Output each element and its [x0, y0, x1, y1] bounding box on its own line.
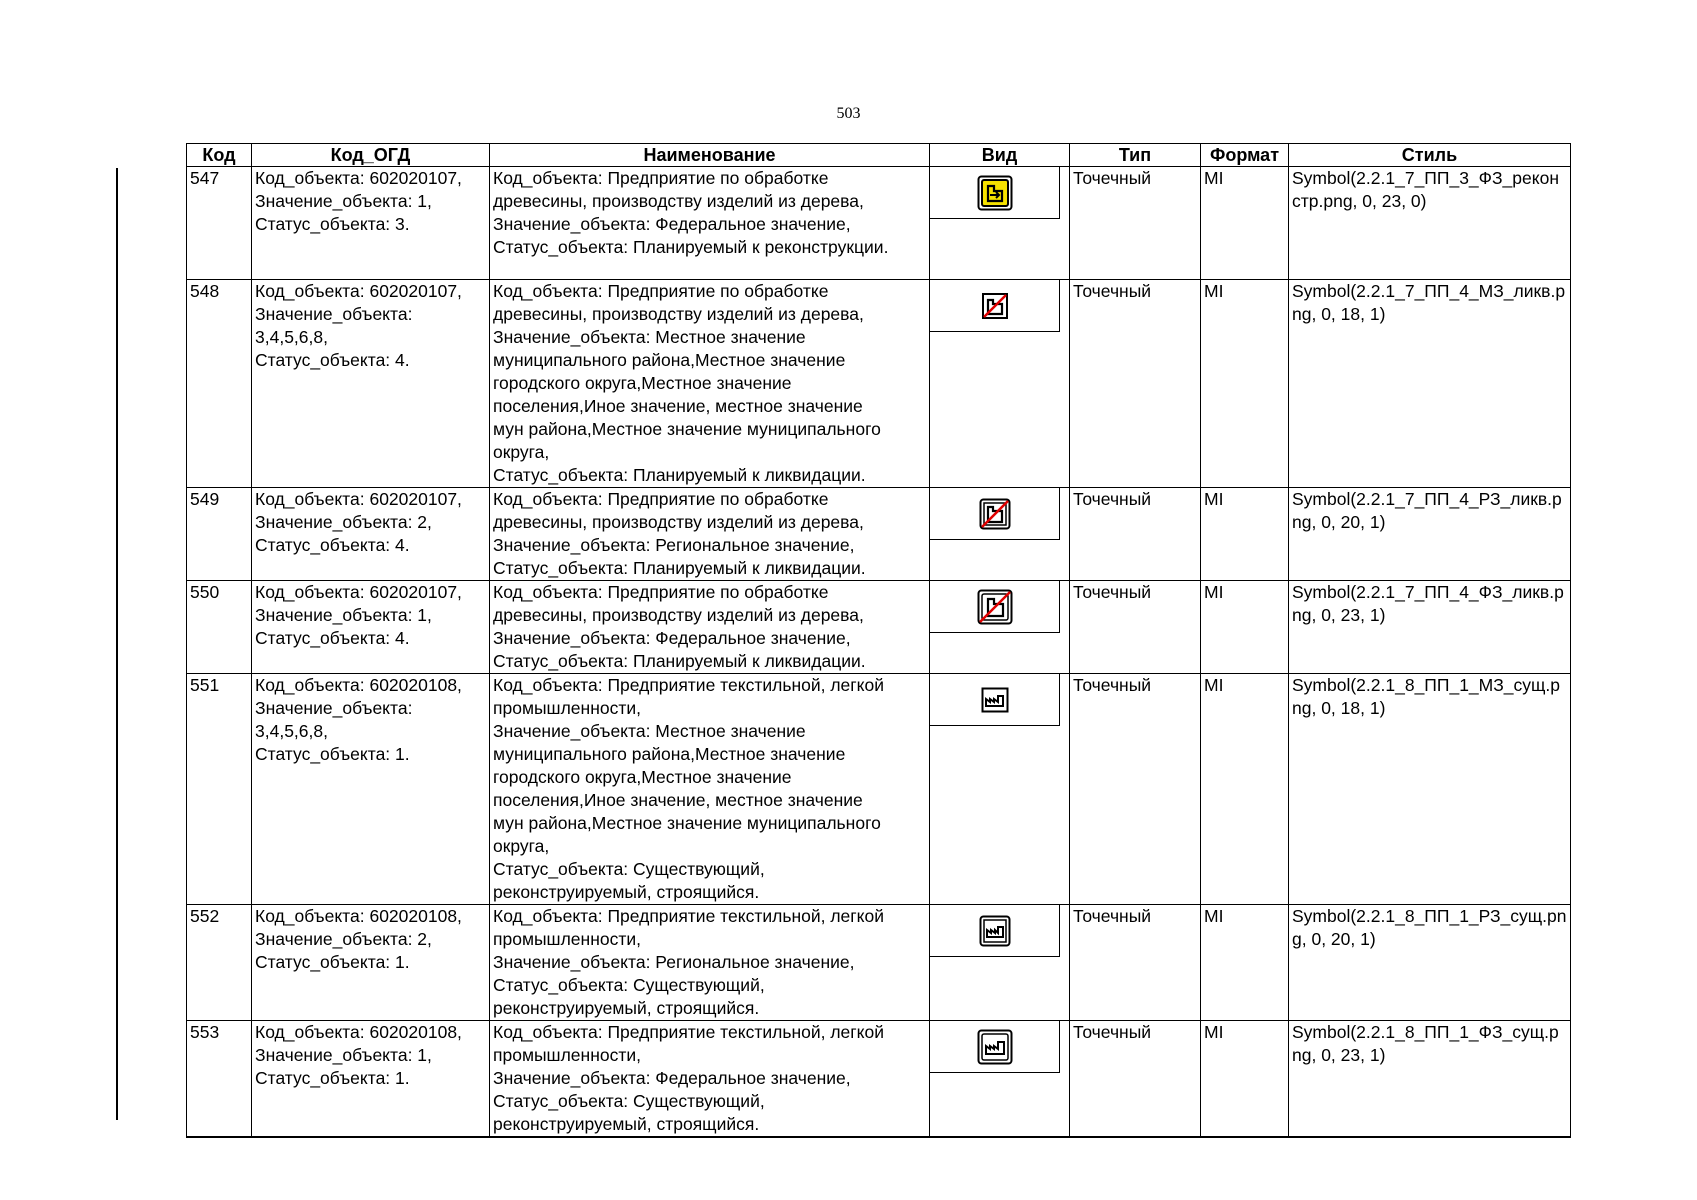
- cell-tip: Точечный: [1070, 581, 1201, 674]
- symbols-table: [186, 143, 1571, 1138]
- cell-name: Код_объекта: Предприятие по обработке древесины, производству изделий из дерева, Значение_объекта: Региональное значение, Статус_объекта: Планируемый к ликвидации.: [490, 488, 930, 581]
- textile-regional-existing-icon: [979, 915, 1011, 947]
- cell-format: MI: [1201, 905, 1289, 1021]
- table-row: [187, 280, 1571, 488]
- table-row: [187, 167, 1571, 280]
- header-row: [187, 144, 1571, 167]
- cell-tip: Точечный: [1070, 167, 1201, 280]
- cell-style: Symbol(2.2.1_8_ПП_1_ФЗ_сущ.png, 0, 23, 1): [1289, 1021, 1571, 1138]
- left-margin-line: [116, 168, 118, 1120]
- col-header-vid: Вид: [930, 144, 1070, 167]
- cell-format: MI: [1201, 167, 1289, 280]
- cell-style: Symbol(2.2.1_7_ПП_4_ФЗ_ликв.png, 0, 23, 1): [1289, 581, 1571, 674]
- cell-style: Symbol(2.2.1_8_ПП_1_РЗ_сущ.png, 0, 20, 1): [1289, 905, 1571, 1021]
- table-row: [187, 905, 1571, 1021]
- cell-kod-ogd: Код_объекта: 602020107, Значение_объекта: 2, Статус_объекта: 4.: [252, 488, 490, 581]
- col-header-format: Формат: [1201, 144, 1289, 167]
- textile-local-existing-icon: [981, 687, 1009, 713]
- cell-vid: [930, 280, 1070, 488]
- cell-name: Код_объекта: Предприятие текстильной, легкой промышленности, Значение_объекта: Местное значение муниципального района,Местное значение городского округа,Местное значение поселения,Иное значение, местное значение мун района,Местное значение муниципального округа, Статус_объекта: Существующий, реконструируемый, строящийся.: [490, 674, 930, 905]
- cell-vid: [930, 488, 1070, 581]
- table-row: [187, 488, 1571, 581]
- cell-tip: Точечный: [1070, 905, 1201, 1021]
- cell-format: MI: [1201, 581, 1289, 674]
- cell-name: Код_объекта: Предприятие текстильной, легкой промышленности, Значение_объекта: Региональное значение, Статус_объекта: Существующий, реконструируемый, строящийся.: [490, 905, 930, 1021]
- col-header-kod: Код: [187, 144, 252, 167]
- wood-processing-regional-liquidation-icon: [979, 498, 1011, 530]
- wood-processing-local-liquidation-icon: [981, 292, 1009, 320]
- cell-kod-ogd: Код_объекта: 602020108, Значение_объекта: 1, Статус_объекта: 1.: [252, 1021, 490, 1138]
- cell-kod-ogd: Код_объекта: 602020107, Значение_объекта: 3,4,5,6,8, Статус_объекта: 4.: [252, 280, 490, 488]
- cell-vid: [930, 1021, 1070, 1138]
- cell-tip: Точечный: [1070, 1021, 1201, 1138]
- cell-kod-ogd: Код_объекта: 602020107, Значение_объекта: 1, Статус_объекта: 3.: [252, 167, 490, 280]
- cell-kod: 551: [187, 674, 252, 905]
- cell-style: Symbol(2.2.1_7_ПП_4_РЗ_ликв.png, 0, 20, 1): [1289, 488, 1571, 581]
- cell-kod-ogd: Код_объекта: 602020108, Значение_объекта: 3,4,5,6,8, Статус_объекта: 1.: [252, 674, 490, 905]
- cell-kod-ogd: Код_объекта: 602020107, Значение_объекта: 1, Статус_объекта: 4.: [252, 581, 490, 674]
- cell-format: MI: [1201, 1021, 1289, 1138]
- cell-kod: 547: [187, 167, 252, 280]
- cell-kod: 550: [187, 581, 252, 674]
- cell-vid: [930, 581, 1070, 674]
- cell-kod: 548: [187, 280, 252, 488]
- cell-vid: [930, 905, 1070, 1021]
- table-row: [187, 1021, 1571, 1138]
- cell-tip: Точечный: [1070, 674, 1201, 905]
- cell-tip: Точечный: [1070, 488, 1201, 581]
- wood-processing-federal-liquidation-icon: [977, 589, 1013, 625]
- col-header-name: Наименование: [490, 144, 930, 167]
- cell-style: Symbol(2.2.1_8_ПП_1_МЗ_сущ.png, 0, 18, 1): [1289, 674, 1571, 905]
- cell-kod: 549: [187, 488, 252, 581]
- cell-name: Код_объекта: Предприятие по обработке древесины, производству изделий из дерева, Значение_объекта: Федеральное значение, Статус_объекта: Планируемый к реконструкции.: [490, 167, 930, 280]
- table-row: [187, 581, 1571, 674]
- col-header-style: Стиль: [1289, 144, 1571, 167]
- cell-name: Код_объекта: Предприятие текстильной, легкой промышленности, Значение_объекта: Федеральное значение, Статус_объекта: Существующий, реконструируемый, строящийся.: [490, 1021, 930, 1138]
- cell-name: Код_объекта: Предприятие по обработке древесины, производству изделий из дерева, Значение_объекта: Федеральное значение, Статус_объекта: Планируемый к ликвидации.: [490, 581, 930, 674]
- cell-format: MI: [1201, 488, 1289, 581]
- cell-style: Symbol(2.2.1_7_ПП_3_ФЗ_реконстр.png, 0, 23, 0): [1289, 167, 1571, 280]
- cell-vid: [930, 674, 1070, 905]
- cell-vid: [930, 167, 1070, 280]
- cell-tip: Точечный: [1070, 280, 1201, 488]
- col-header-tip: Тип: [1070, 144, 1201, 167]
- col-header-kod-ogd: Код_ОГД: [252, 144, 490, 167]
- textile-federal-existing-icon: [977, 1029, 1013, 1065]
- cell-format: MI: [1201, 280, 1289, 488]
- cell-kod: 553: [187, 1021, 252, 1138]
- cell-kod-ogd: Код_объекта: 602020108, Значение_объекта: 2, Статус_объекта: 1.: [252, 905, 490, 1021]
- cell-kod: 552: [187, 905, 252, 1021]
- cell-format: MI: [1201, 674, 1289, 905]
- table-row: [187, 674, 1571, 905]
- wood-processing-federal-reconstruction-icon: [977, 175, 1013, 211]
- cell-style: Symbol(2.2.1_7_ПП_4_МЗ_ликв.png, 0, 18, 1): [1289, 280, 1571, 488]
- page-number: 503: [836, 105, 861, 122]
- cell-name: Код_объекта: Предприятие по обработке древесины, производству изделий из дерева, Значение_объекта: Местное значение муниципального района,Местное значение городского округа,Местное значение поселения,Иное значение, местное значение мун района,Местное значение муниципального округа, Статус_объекта: Планируемый к ликвидации.: [490, 280, 930, 488]
